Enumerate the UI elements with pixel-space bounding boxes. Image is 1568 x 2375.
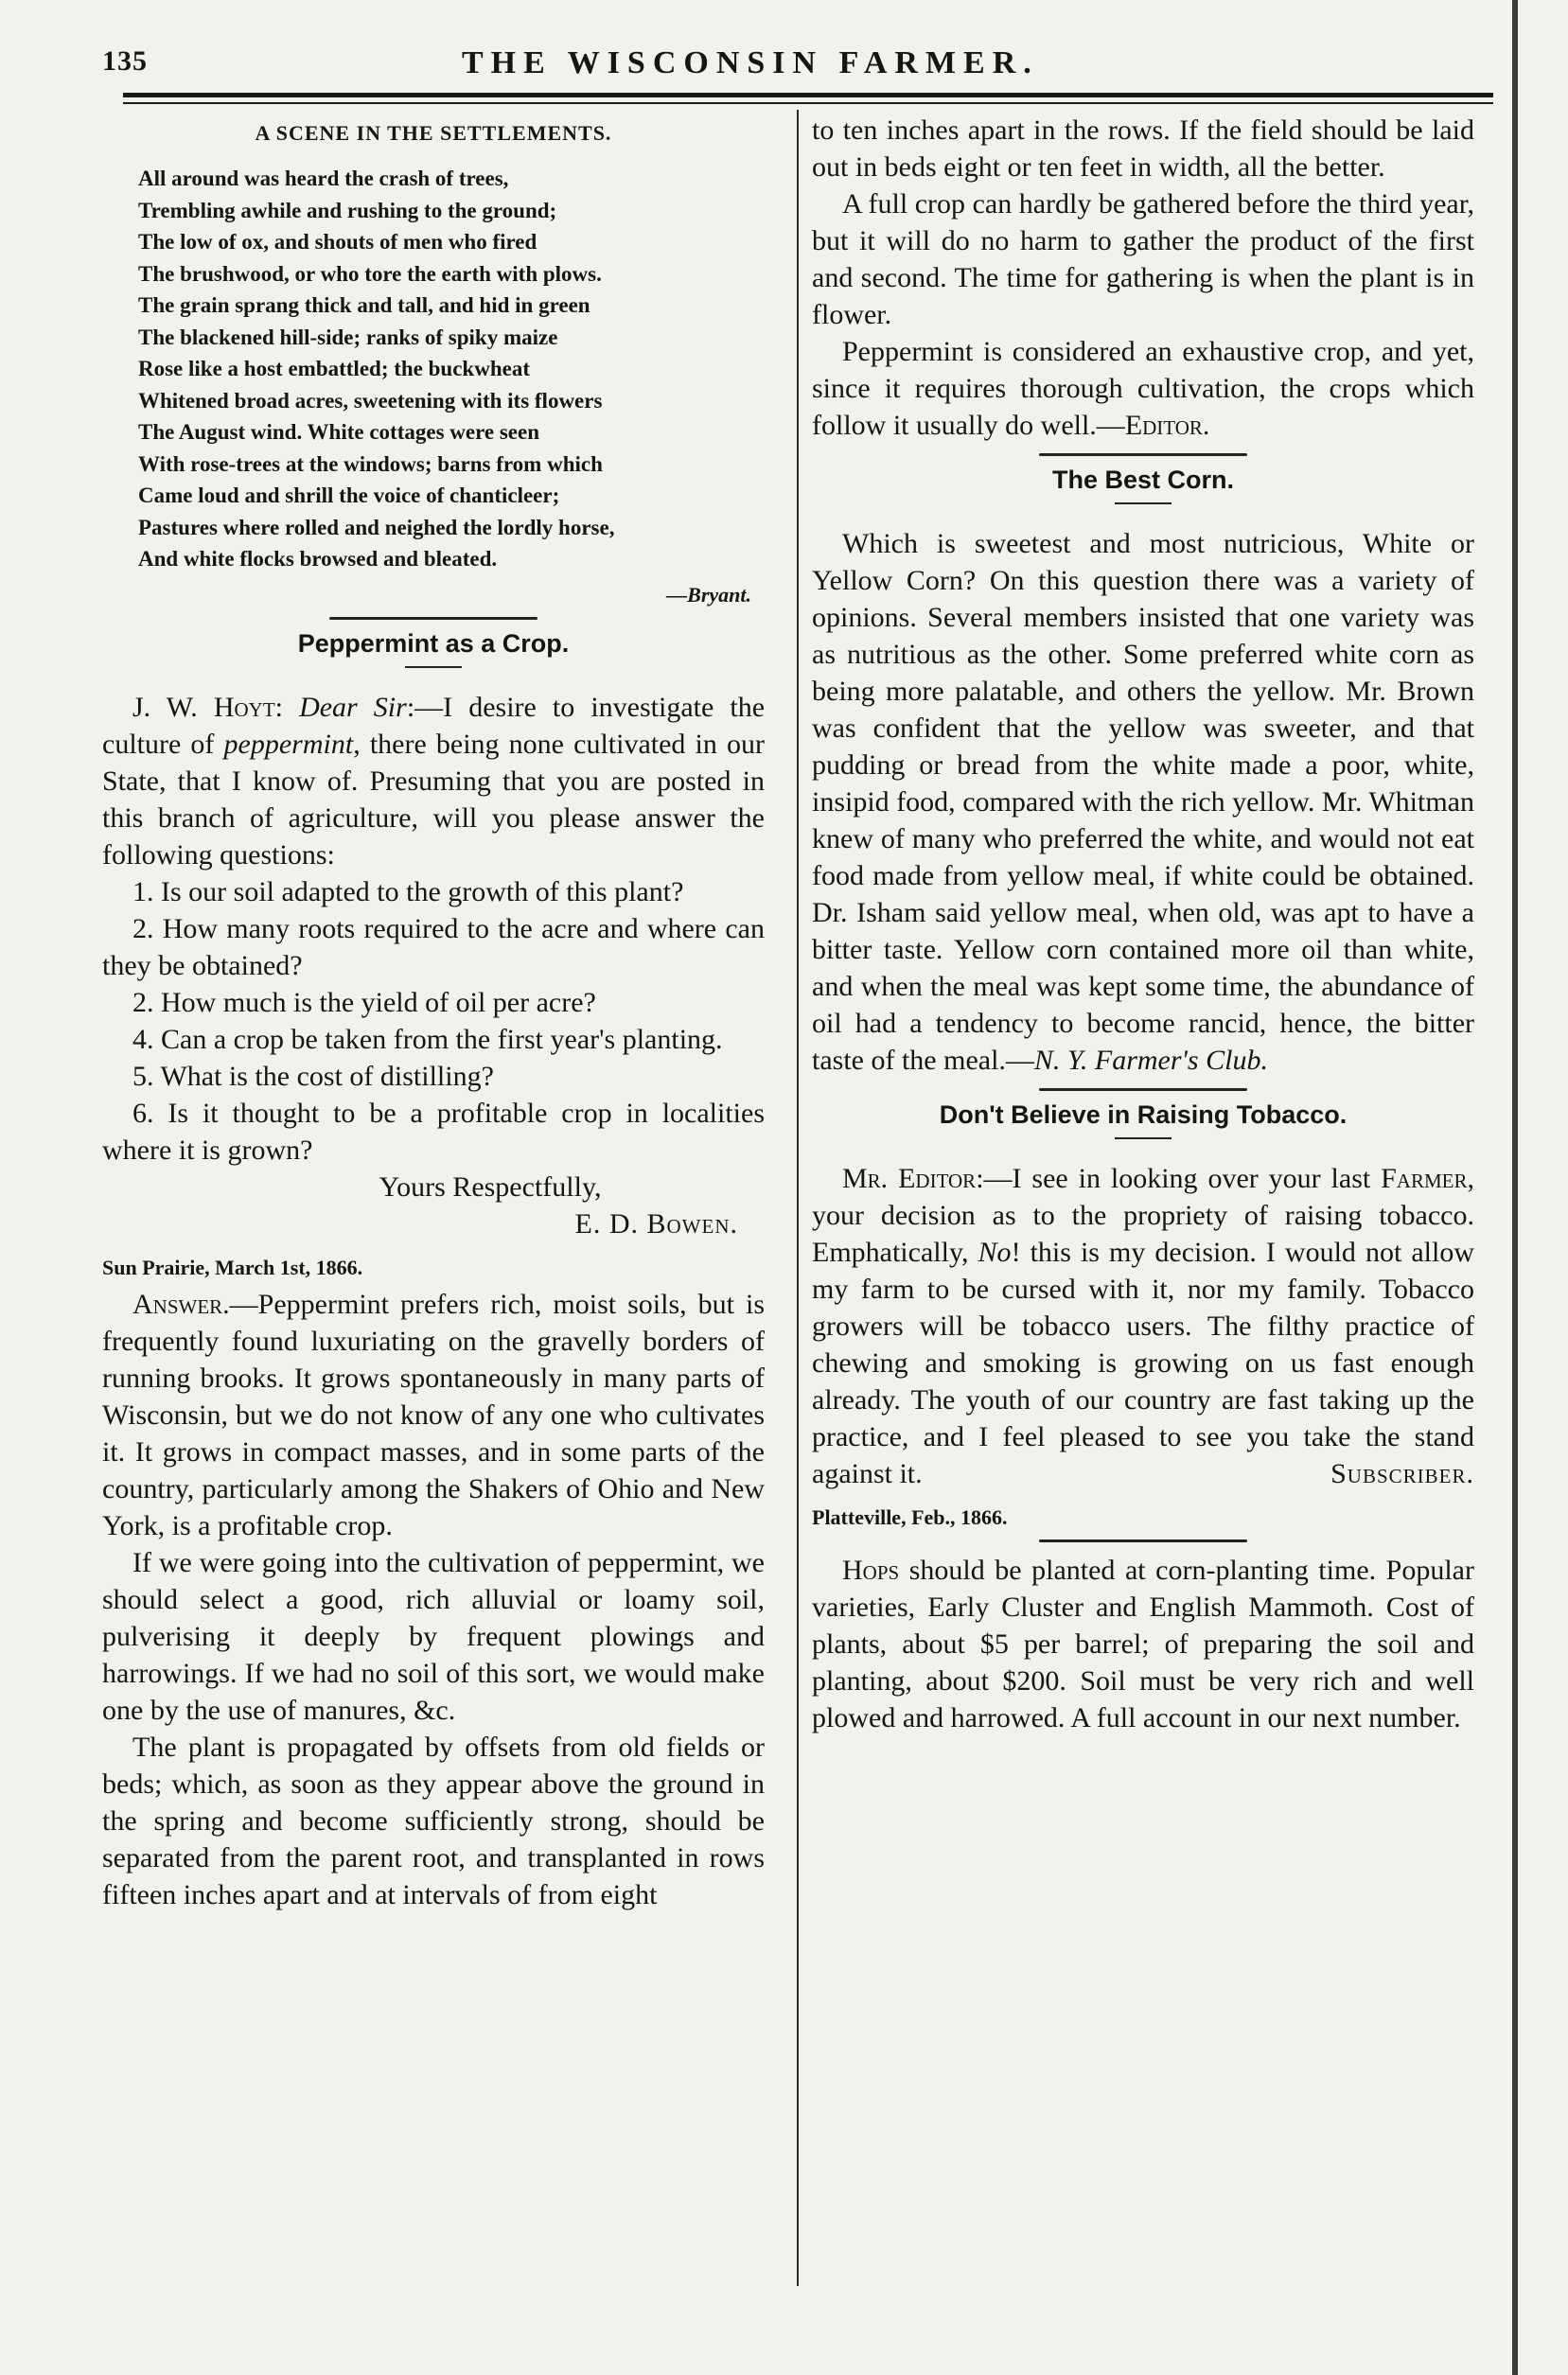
- header-rule-thin: [123, 102, 1493, 104]
- answer-paragraph-4: A full crop can hardly be gathered before the third year, but it will do no harm to gather the product of the first and second. The time for gathering is when the plant is in flower.: [812, 188, 1474, 330]
- tobacco-farmer-word: Farmer: [1381, 1163, 1468, 1194]
- masthead-title: THE WISCONSIN FARMER.: [462, 45, 1039, 80]
- best-corn-paragraph: [812, 525, 1474, 1079]
- header-rule-thick: [123, 93, 1493, 97]
- question-item: 6. Is it thought to be a profitable crop in localities where it is grown?: [102, 1097, 765, 1166]
- letter-greeting: Dear Sir: [299, 691, 407, 723]
- editor-signature: Editor.: [1124, 410, 1210, 441]
- answer-text: —Peppermint prefers rich, moist soils, but is frequently found luxuriating on the gravelly borders of running brooks. It grows spontaneously in many parts of Wisconsin, but we do not know of any one who cultivates it. It grows in compact masses, and in some parts of the country, particularly among the Shakers of Ohio and New York, is a profitable crop.: [102, 1288, 765, 1541]
- answer-paragraph-5: [812, 333, 1474, 444]
- best-corn-text: Which is sweetest and most nutricious, White or Yellow Corn? On this question there was a variety of opinions. Several members insisted that one variety was as nutritious as the other. Some preferred white corn as being more palatable, and others the yellow. Mr. Brown was confident that the yellow was sweeter, and that pudding or bread from the white made a poor, white, insipid food, compared with the rich yellow. Mr. Whitman knew of many who preferred the white, and would not eat food made from yellow meal, if white could be obtained. Dr. Isham said yellow meal, when old, was apt to have a bitter taste. Yellow corn contained more oil than white, and when the meal was kept some time, the abundance of oil had a tendency to become rancid, hence, the bitter taste of the meal.—: [812, 528, 1474, 1076]
- tobacco-dateline: Platteville, Feb., 1866.: [812, 1505, 1008, 1529]
- question-item: 1. Is our soil adapted to the growth of this plant?: [132, 875, 684, 907]
- poem-line: The low of ox, and shouts of men who fired: [138, 230, 537, 254]
- tobacco-paragraph: [812, 1160, 1474, 1492]
- left-column: [102, 112, 765, 1913]
- section-separator: [812, 1088, 1474, 1091]
- right-column: [812, 112, 1474, 1736]
- poem-line: The blackened hill-side; ranks of spiky maize: [138, 325, 558, 349]
- answer-paragraph-3: The plant is propagated by offsets from old fields or beds; which, as soon as they appear above the ground in the spring and become sufficiently strong, should be separated from the parent root, and transplanted in rows fifteen inches apart and at intervals of from eight: [102, 1731, 765, 1910]
- poem-line: Whitened broad acres, sweetening with its flowers: [138, 388, 603, 413]
- poem-line: And white flocks browsed and bleated.: [138, 547, 498, 571]
- column-divider: [797, 110, 799, 2286]
- section-separator: [812, 453, 1474, 456]
- question-item: 4. Can a crop be taken from the first year's planting.: [132, 1023, 723, 1055]
- poem-line: Came loud and shrill the voice of chanticleer;: [138, 484, 560, 507]
- hops-notice: [812, 1552, 1474, 1736]
- article-title-tobacco: Don't Believe in Raising Tobacco.: [939, 1100, 1348, 1129]
- question-item: 5. What is the cost of distilling?: [132, 1060, 494, 1092]
- poem-attribution: —Bryant.: [666, 582, 751, 607]
- poem-line: With rose-trees at the windows; barns from which: [138, 451, 603, 476]
- letter-salutation: J. W. Hoyt:: [132, 691, 283, 723]
- title-rule: [1115, 502, 1172, 504]
- letter-intro-rest: , there being none cultivated in our State, that I know of. Presuming that you are posted in this branch of agriculture, will you please answer the following questions:: [102, 728, 765, 871]
- poem-line: Rose like a host embattled; the buckwheat: [138, 357, 530, 380]
- answer-paragraph-2: If we were going into the cultivation of peppermint, we should select a good, rich alluvial or loamy soil, pulverising it deeply by frequent plowings and harrowings. If we had no soil of this sort, we would make one by the use of manures, &c.: [102, 1546, 765, 1726]
- peppermint-continued: [812, 112, 1474, 444]
- best-corn-article: [812, 525, 1474, 1079]
- answer-label: Answer.: [132, 1288, 230, 1320]
- page-header: [102, 45, 1465, 93]
- letter-dateline: Sun Prairie, March 1st, 1866.: [102, 1255, 363, 1279]
- peppermint-answer: [102, 1286, 765, 1913]
- section-separator: [812, 1539, 1474, 1542]
- tobacco-text-2: , your decision as to the propriety of raising tobacco. Emphatically,: [812, 1163, 1474, 1268]
- poem-line: All around was heard the crash of trees,: [138, 167, 509, 190]
- poem-line: The brushwood, or who tore the earth with plows.: [138, 261, 602, 286]
- tobacco-text-1: :—I see in looking over your last: [976, 1163, 1382, 1194]
- title-rule: [1115, 1137, 1172, 1139]
- hops-text: should be planted at corn-planting time. Popular varieties, Early Cluster and English Mammoth. Cost of plants, about $5 per barrel; of preparing the soil and planting, about $200. Soil must be very rich and well plowed and harrowed. A full account in our next number.: [812, 1555, 1474, 1733]
- answer-paragraph: [102, 1286, 765, 1544]
- tobacco-text-3: ! this is my decision. I would not allow my farm to be cursed with it, nor my family. Tobacco growers will be tobacco users. The filthy practice of chewing and smoking is growing on us fast enough already. The youth of our country are fast taking up the practice, and I feel pleased to see you take the stand against it.: [812, 1237, 1474, 1489]
- continued-paragraph: to ten inches apart in the rows. If the field should be laid out in beds eight or ten feet in width, all the better.: [812, 114, 1474, 183]
- poem-line: The August wind. White cottages were seen: [138, 420, 540, 444]
- section-separator: [102, 617, 765, 620]
- letter-closing: Yours Respectfully,: [379, 1170, 602, 1203]
- tobacco-salutation: Mr. Editor: [842, 1163, 977, 1194]
- tobacco-article: [812, 1160, 1474, 1492]
- question-item: 2. How many roots required to the acre and where can they be obtained?: [102, 912, 765, 981]
- poem-line: The grain sprang thick and tall, and hid in green: [138, 293, 590, 317]
- hops-paragraph: [812, 1552, 1474, 1736]
- title-rule: [405, 666, 462, 668]
- best-corn-source: N. Y. Farmer's Club.: [1033, 1045, 1268, 1076]
- poem-title: A SCENE IN THE SETTLEMENTS.: [255, 121, 612, 145]
- paragraph-5-text: Peppermint is considered an exhaustive crop, and yet, since it requires thorough cultivation, the crops which follow it usually do well.—: [812, 336, 1474, 441]
- letter-intro-text: :—I desire to investigate the culture of: [102, 691, 766, 760]
- tobacco-no-word: No: [978, 1237, 1012, 1268]
- poem-line: Trembling awhile and rushing to the ground;: [138, 198, 557, 222]
- page-edge-shadow: [1512, 0, 1518, 2375]
- hops-lead: Hops: [842, 1555, 900, 1586]
- question-item: 2. How much is the yield of oil per acre?: [132, 986, 596, 1018]
- article-title-best-corn: The Best Corn.: [1051, 466, 1235, 494]
- letter-signature: E. D. Bowen.: [574, 1207, 738, 1240]
- peppermint-letter: [102, 689, 765, 1242]
- poem-line: Pastures where rolled and neighed the lordly horse,: [138, 515, 615, 539]
- article-title-peppermint: Peppermint as a Crop.: [297, 628, 570, 658]
- page-number: 135: [102, 45, 148, 77]
- letter-intro: [102, 689, 765, 873]
- poem-body: [102, 163, 765, 575]
- tobacco-signature: Subscriber.: [1330, 1458, 1474, 1489]
- letter-intro-italic: peppermint: [223, 728, 354, 760]
